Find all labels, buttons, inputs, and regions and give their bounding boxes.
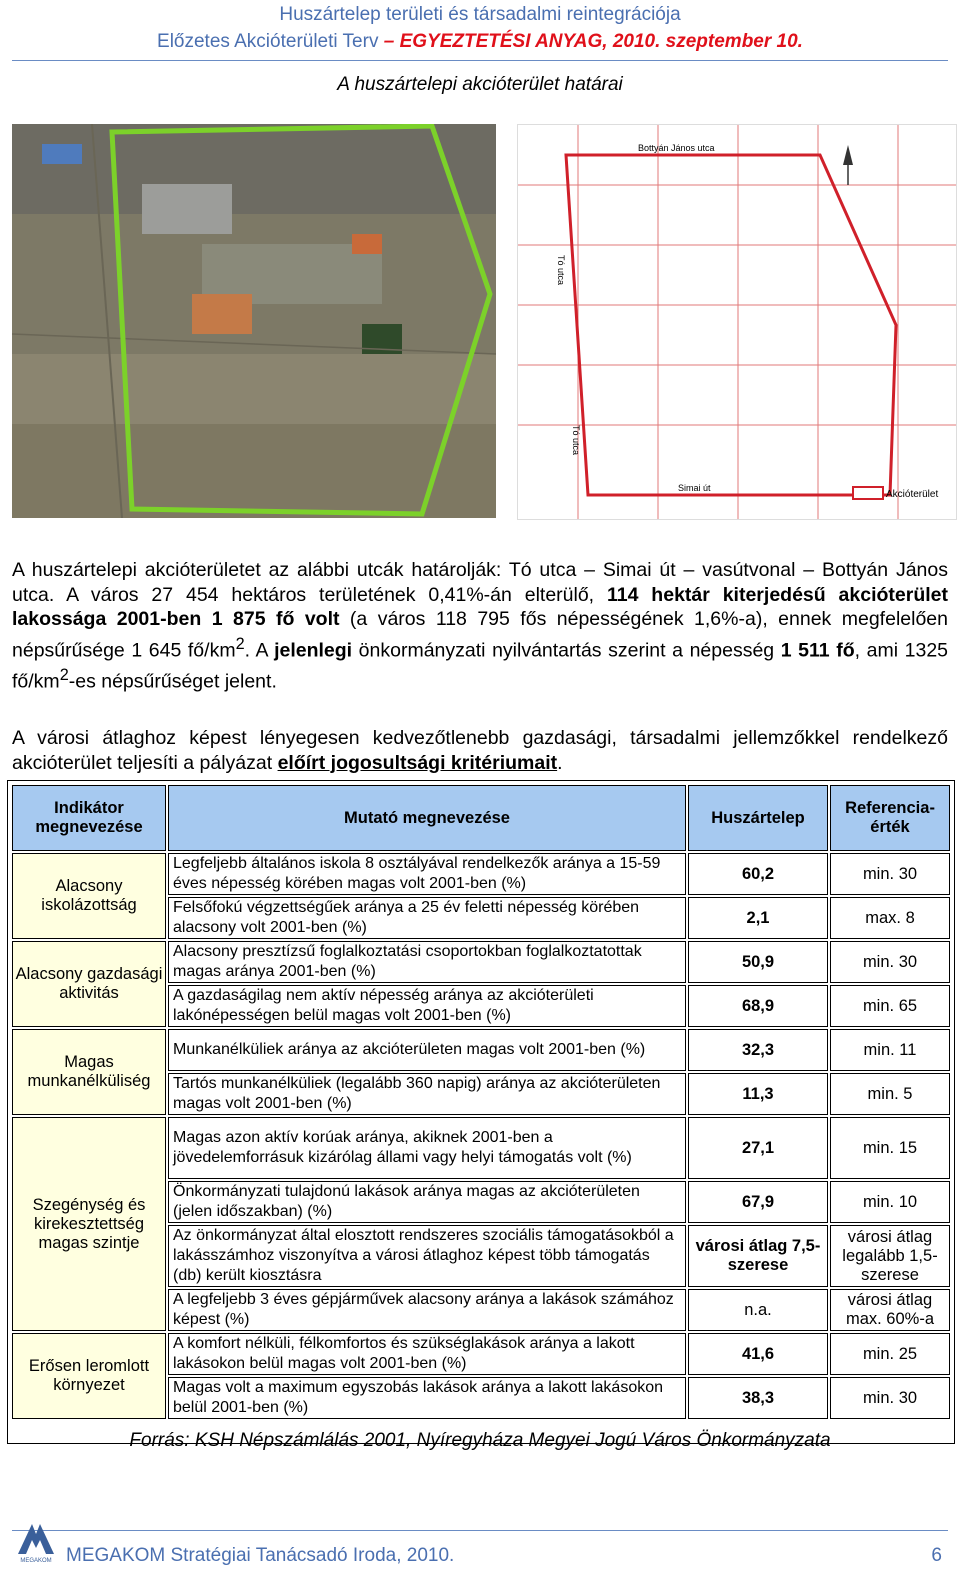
indicator-table	[7, 780, 955, 1444]
row-value: 27,1	[688, 1117, 828, 1179]
row-value: 67,9	[688, 1181, 828, 1223]
row-reference: városi átlag legalább 1,5-szerese	[830, 1225, 950, 1287]
map-label-to-utca-1: Tó utca	[556, 255, 566, 286]
table-header-row	[12, 785, 950, 851]
header-divider	[12, 60, 948, 61]
table-row	[12, 1029, 950, 1071]
satellite-image	[12, 124, 496, 518]
row-value: 32,3	[688, 1029, 828, 1071]
row-reference: min. 30	[830, 941, 950, 983]
row-reference: min. 5	[830, 1073, 950, 1115]
row-description: Magas volt a maximum egyszobás lakások aránya a lakott lakásokon belül 2001-ben (%)	[168, 1377, 686, 1419]
row-description: Felsőfokú végzettségűek aránya a 25 év feletti népesség körében alacsony volt 2001-ben (%)	[168, 897, 686, 939]
row-value: városi átlag 7,5-szerese	[688, 1225, 828, 1287]
row-description: Legfeljebb általános iskola 8 osztályával rendelkezők aránya a 15-59 éves népesség körében magas volt 2001-ben (%)	[168, 853, 686, 895]
row-description: A legfeljebb 3 éves gépjárművek alacsony aránya a lakások számához képest (%)	[168, 1289, 686, 1331]
row-value: 60,2	[688, 853, 828, 895]
col-header-measure: Mutató megnevezése	[168, 785, 686, 851]
row-description: A gazdaságilag nem aktív népesség aránya az akcióterületi lakónépességen belül magas volt 2001-ben (%)	[168, 985, 686, 1027]
legend-swatch	[853, 487, 883, 499]
header-title: Huszártelep területi és társadalmi reintegrációja	[279, 4, 681, 25]
indicator-group: Alacsony iskolázottság	[12, 853, 166, 939]
indicator-group: Alacsony gazdasági aktivitás	[12, 941, 166, 1027]
table-row	[12, 1117, 950, 1179]
map-label-to-utca-2: Tó utca	[571, 425, 581, 456]
row-value: 68,9	[688, 985, 828, 1027]
row-reference: min. 65	[830, 985, 950, 1027]
footer-divider	[12, 1530, 948, 1531]
row-description: Magas azon aktív korúak aránya, akiknek 2001-ben a jövedelemforrásuk kizárólag állami vagy helyi támogatás volt (%)	[168, 1117, 686, 1179]
table-row	[12, 941, 950, 983]
criteria-paragraph: A városi átlaghoz képest lényegesen kedvezőtlenebb gazdasági, társadalmi jellemzőkkel rendelkező akcióterület teljesíti a pályázat előírt jogosultsági kritériumait.	[12, 727, 948, 774]
table-row	[12, 1333, 950, 1375]
row-reference: min. 10	[830, 1181, 950, 1223]
row-description: Önkormányzati tulajdonú lakások aránya magas az akcióterületen (jelen időszakban) (%)	[168, 1181, 686, 1223]
megakom-logo	[14, 1518, 58, 1564]
source-note: Forrás: KSH Népszámlálás 2001, Nyíregyháza Megyei Jogú Város Önkormányzata	[129, 1430, 831, 1451]
row-description: Munkanélküliek aránya az akcióterületen magas volt 2001-ben (%)	[168, 1029, 686, 1071]
north-arrow-icon	[843, 145, 853, 185]
row-value: 41,6	[688, 1333, 828, 1375]
col-header-reference: Referencia-érték	[830, 785, 950, 851]
header-subtitle: Előzetes Akcióterületi Terv – EGYEZTETÉSI ANYAG, 2010. szeptember 10.	[157, 31, 803, 52]
map-label-simai: Simai út	[678, 483, 711, 493]
page-number: 6	[931, 1545, 942, 1566]
map-label-bottyan: Bottyán János utca	[638, 143, 715, 153]
col-header-indicator: Indikátor megnevezése	[12, 785, 166, 851]
row-description: Az önkormányzat által elosztott rendszeres szociális támogatásokból a lakásszámhoz viszonyítva a városi átlaghoz képest több támogatás (db) került kiosztásra	[168, 1225, 686, 1287]
table-row	[12, 853, 950, 895]
logo-text: MEGAKOM	[20, 1558, 52, 1564]
indicator-group: Szegénység és kirekesztettség magas szintje	[12, 1117, 166, 1331]
indicator-group: Magas munkanélküliség	[12, 1029, 166, 1115]
row-reference: min. 15	[830, 1117, 950, 1179]
row-value: 11,3	[688, 1073, 828, 1115]
indicator-group: Erősen leromlott környezet	[12, 1333, 166, 1419]
intro-paragraph: A huszártelepi akcióterületet az alábbi utcák határolják: Tó utca – Simai út – vasútvonal – Bottyán János utca. A város 27 454 hektáros területének 0,41%-án elterülő, 114 hektár kiterjedésű akcióterület lakossága 2001-ben 1 875 fő volt (a város 118 795 fős népességének 1,6%-a), ennek megfelelően népsűrűsége 1 645 $fő/km^2$. A jelenlegi önkormányzati nyilvántartás szerint a népesség 1 511 fő, ami 1325 $fő/km^2-es$ népsűrűséget jelent.	[12, 559, 949, 692]
row-reference: min. 30	[830, 1377, 950, 1419]
map-section-title: A huszártelepi akcióterület határai	[337, 74, 623, 95]
row-value: n.a.	[688, 1289, 828, 1331]
row-value: 2,1	[688, 897, 828, 939]
street-map	[517, 124, 957, 520]
row-value: 38,3	[688, 1377, 828, 1419]
row-reference: max. 8	[830, 897, 950, 939]
row-reference: városi átlag max. 60%-a	[830, 1289, 950, 1331]
row-reference: min. 30	[830, 853, 950, 895]
legend-label: Akcióterület	[886, 489, 939, 500]
action-area-outline-red	[566, 155, 896, 495]
row-description: A komfort nélküli, félkomfortos és szükséglakások aránya a lakott lakásokon belül magas volt 2001-ben (%)	[168, 1333, 686, 1375]
row-description: Alacsony presztízsű foglalkoztatási csoportokban foglalkoztatottak magas aránya 2001-ben (%)	[168, 941, 686, 983]
row-reference: min. 25	[830, 1333, 950, 1375]
row-value: 50,9	[688, 941, 828, 983]
row-description: Tartós munkanélküliek (legalább 360 napig) aránya az akcióterületen magas volt 2001-ben (%)	[168, 1073, 686, 1115]
footer-company: MEGAKOM Stratégiai Tanácsadó Iroda, 2010.	[66, 1545, 455, 1566]
row-reference: min. 11	[830, 1029, 950, 1071]
col-header-value: Huszártelep	[688, 785, 828, 851]
